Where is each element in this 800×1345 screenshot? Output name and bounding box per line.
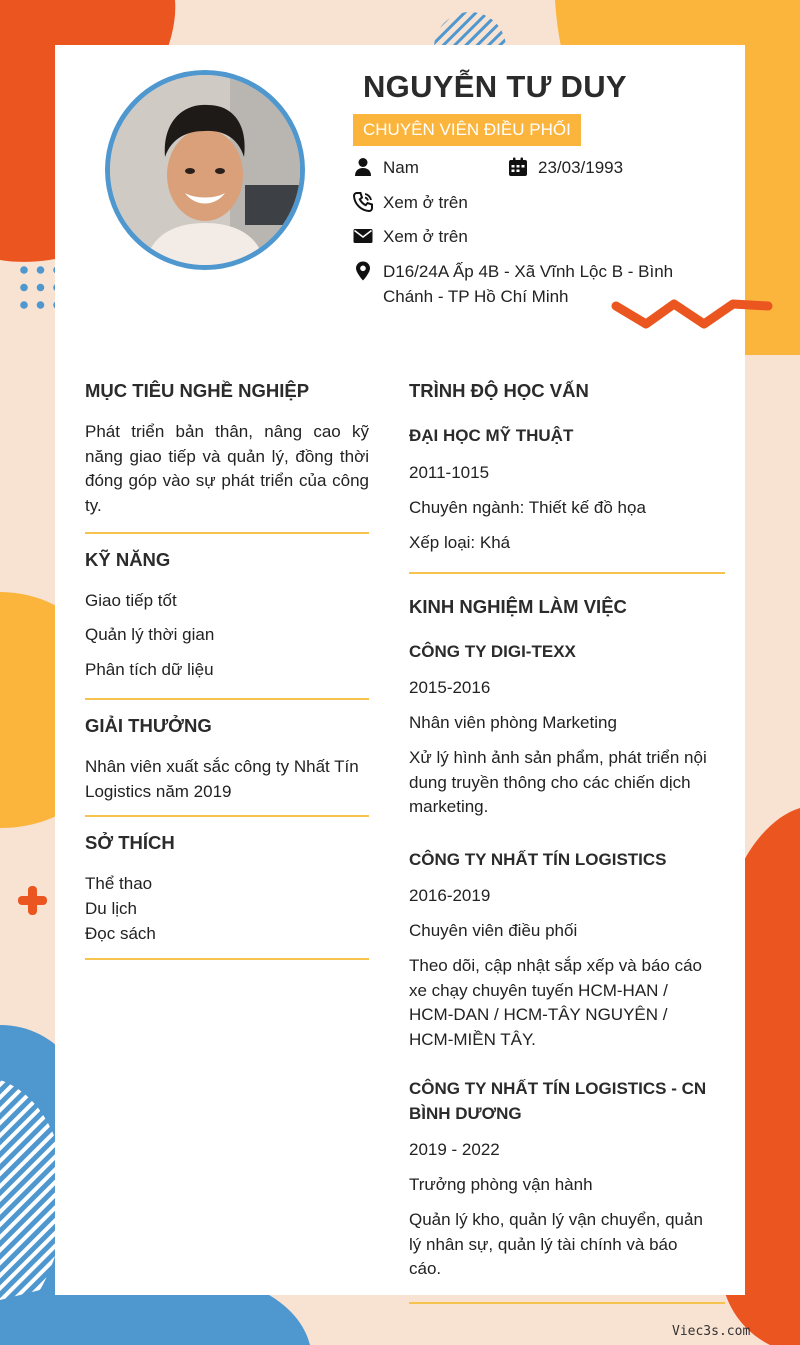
awards-title: GIẢI THƯỞNG [85,715,212,736]
dot [20,284,28,292]
right-column [409,380,725,1282]
education-title: TRÌNH ĐỘ HỌC VẤN [409,380,589,401]
job-years: 2015-2016 [409,678,491,697]
section-divider [85,532,369,534]
dot [20,266,28,274]
info-birthday [508,155,708,180]
education-school: ĐẠI HỌC MỸ THUẬT [409,426,574,445]
skills-list [85,589,369,682]
skills-title: KỸ NĂNG [85,549,171,570]
section-divider [409,572,725,574]
phone-value: Xem ở trên [383,193,468,212]
hobbies-title: SỞ THÍCH [85,832,175,853]
candidate-name: NGUYỄN TƯ DUY [363,69,627,104]
experience-title: KINH NGHIỆM LÀM VIỆC [409,595,627,617]
job-position: Chuyên viên điều phối [409,921,578,940]
plus-shape-horizontal [18,896,47,905]
phone-icon [353,192,373,212]
job-years: 2016-2019 [409,886,491,905]
left-column [85,380,369,960]
gender-value: Nam [383,158,419,177]
education-grade: Xếp loại: Khá [409,532,511,552]
hobby-item: Đọc sách [85,924,156,943]
bottom-divider [409,1302,725,1304]
skill-item: Quản lý thời gian [85,625,215,644]
section-divider [85,815,369,817]
job-entry [409,848,709,1053]
job-company: CÔNG TY DIGI-TEXX [409,641,576,661]
job-company: CÔNG TY NHẤT TÍN LOGISTICS [409,849,667,869]
dot [37,266,45,274]
person-photo-illustration [110,75,300,265]
location-pin-icon [353,261,373,281]
skill-item: Giao tiếp tốt [85,591,177,610]
person-icon [353,157,373,177]
dot [37,301,45,309]
objective-text: Phát triển bản thân, nâng cao kỹ năng giao tiếp và quản lý, đồng thời đóng góp vào sự phát triển của công ty. [85,422,369,515]
calendar-icon [508,157,528,177]
job-description: Theo dõi, cập nhật sắp xếp và báo cáo xe chạy chuyên tuyến HCM-HAN / HCM-DAN / HCM-TÂY NGUYÊN / HCM-MIỀN TÂY. [409,956,702,1049]
email-value: Xem ở trên [383,227,468,246]
awards-text: Nhân viên xuất sắc công ty Nhất Tín Logistics năm 2019 [85,757,359,801]
job-position: Trưởng phòng vận hành [409,1175,593,1194]
hobby-item: Thể thao [85,874,153,893]
envelope-icon [353,226,373,246]
resume-card [55,45,745,1295]
education-major: Chuyên ngành: Thiết kế đồ họa [409,497,646,517]
dot [37,284,45,292]
section-divider [85,958,369,960]
info-phone [353,190,653,215]
job-entry [409,640,709,820]
hobby-item: Du lịch [85,899,137,918]
birthday-value: 23/03/1993 [538,158,624,177]
section-divider [85,698,369,700]
dot [20,301,28,309]
watermark: Viec3s.com [672,1324,751,1339]
objective-title: MỤC TIÊU NGHỀ NGHIỆP [85,380,310,401]
hobbies-list [85,872,369,946]
job-company: CÔNG TY NHẤT TÍN LOGISTICS - CN BÌNH DƯƠNG [409,1079,707,1123]
profile-photo [105,70,305,270]
job-entry [409,1077,709,1282]
education-years: 2011-1015 [409,462,490,482]
skill-item: Phân tích dữ liệu [85,660,214,679]
job-description: Quản lý kho, quản lý vận chuyển, quản lý nhân sự, quản lý tài chính và báo cáo. [409,1210,703,1278]
job-description: Xử lý hình ảnh sản phẩm, phát triển nội dung truyền thông cho các chiến dịch marketing. [409,748,707,816]
address-value: D16/24A Ấp 4B - Xã Vĩnh Lộc B - Bình Chánh - TP Hồ Chí Minh [383,262,674,306]
job-years: 2019 - 2022 [409,1140,500,1159]
job-title-badge: CHUYÊN VIÊN ĐIỀU PHỐI [353,114,581,146]
info-gender [353,155,503,180]
zigzag-decoration [610,292,775,334]
job-position: Nhân viên phòng Marketing [409,713,617,732]
info-email [353,224,653,249]
